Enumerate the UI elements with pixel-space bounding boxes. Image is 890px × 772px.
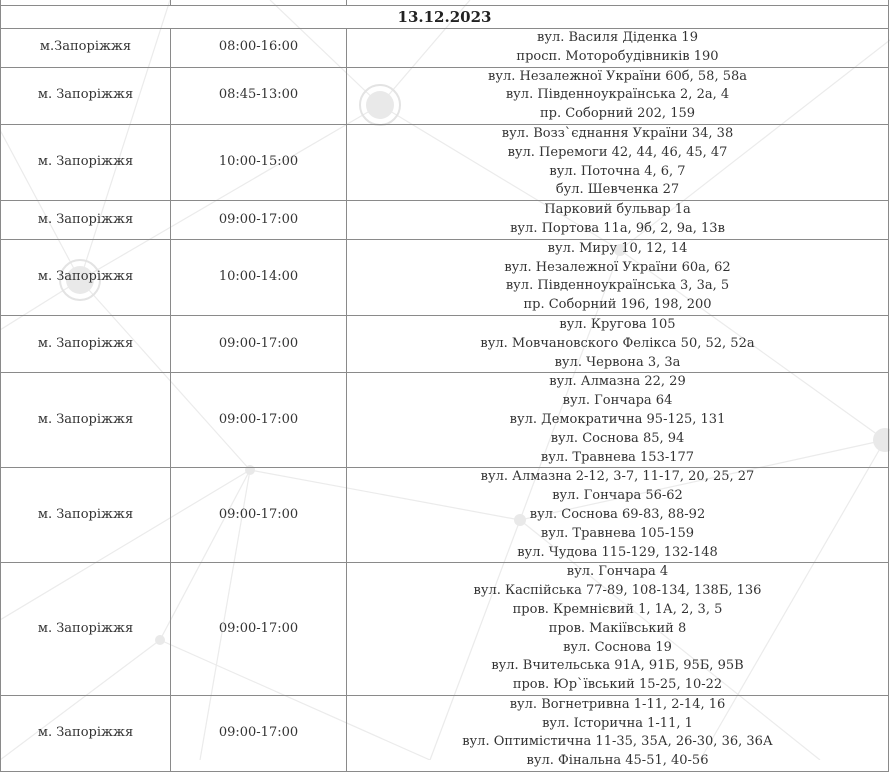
address-line: вул. Історична 1-11, 1 xyxy=(542,715,693,731)
addresses-cell xyxy=(347,315,889,372)
address-line: вул. Мовчановского Фелікса 50, 52, 52а xyxy=(480,335,755,351)
table-row xyxy=(1,695,889,771)
address-line: вул. Гончара 4 xyxy=(566,564,669,580)
address-line: вул. Каспійська 77-89, 108-134, 138Б, 136 xyxy=(473,583,762,599)
address-line: вул. Травнева 153-177 xyxy=(540,449,695,465)
city-cell: м. Запоріжжя xyxy=(1,468,171,563)
city-cell: м. Запоріжжя xyxy=(1,201,171,240)
address-line: вул. Південноукраїнська 2, 2а, 4 xyxy=(505,87,730,103)
time-cell: 09:00-17:00 xyxy=(171,468,347,563)
address-line: вул. Алмазна 22, 29 xyxy=(549,374,686,390)
table-row xyxy=(1,239,889,315)
address-line: пр. Соборний 196, 198, 200 xyxy=(523,297,712,313)
address-line: вул. Соснова 85, 94 xyxy=(550,430,685,446)
address-line: вул. Південноукраїнська 3, 3а, 5 xyxy=(505,278,730,294)
addresses-cell xyxy=(347,373,889,468)
address-line: вул. Поточна 4, 6, 7 xyxy=(549,163,686,179)
address-line: вул. Соснова 19 xyxy=(563,639,672,655)
city-cell: м. Запоріжжя xyxy=(1,563,171,696)
address-line: вул. Соснова 69-83, 88-92 xyxy=(529,506,706,522)
address-line: вул. Вогнетривна 1-11, 2-14, 16 xyxy=(509,696,726,712)
address-line: пр. Соборний 202, 159 xyxy=(539,106,696,122)
addresses-cell xyxy=(347,29,889,68)
address-line: вул. Демократична 95-125, 131 xyxy=(509,411,726,427)
address-line: бул. Шевченка 27 xyxy=(555,182,680,198)
address-line: вул. Возз`єднання України 34, 38 xyxy=(501,125,734,141)
addresses-cell xyxy=(347,67,889,124)
addresses-cell xyxy=(347,563,889,696)
city-cell: м. Запоріжжя xyxy=(1,67,171,124)
addresses-cell xyxy=(347,468,889,563)
date-header: 13.12.2023 xyxy=(1,6,889,29)
address-line: просп. Моторобудівників 190 xyxy=(516,48,719,64)
address-line: вул. Чудова 115-129, 132-148 xyxy=(517,544,718,560)
table-row xyxy=(1,67,889,124)
city-cell: м. Запоріжжя xyxy=(1,124,171,200)
address-line: вул. Кругова 105 xyxy=(559,316,676,332)
address-line: вул. Портова 11а, 9б, 2, 9а, 13в xyxy=(510,220,725,236)
address-line: пров. Макіївський 8 xyxy=(548,620,687,636)
date-header-row xyxy=(1,6,889,29)
address-line: пров. Юр`ївський 15-25, 10-22 xyxy=(512,677,723,693)
address-line: вул. Перемоги 42, 44, 46, 45, 47 xyxy=(507,144,728,160)
table-row xyxy=(1,315,889,372)
address-line: вул. Травнева 105-159 xyxy=(540,525,695,541)
time-cell: 10:00-14:00 xyxy=(171,239,347,315)
city-cell: м.Запоріжжя xyxy=(1,29,171,68)
time-cell: 09:00-17:00 xyxy=(171,315,347,372)
addresses-cell xyxy=(347,695,889,771)
address-line: Парковий бульвар 1а xyxy=(544,202,691,218)
address-line: пров. Кремнієвий 1, 1А, 2, 3, 5 xyxy=(512,601,723,617)
time-cell: 09:00-17:00 xyxy=(171,695,347,771)
time-cell: 10:00-15:00 xyxy=(171,124,347,200)
addresses-cell xyxy=(347,239,889,315)
address-line: вул. Фінальна 45-51, 40-56 xyxy=(526,753,709,769)
city-cell: м. Запоріжжя xyxy=(1,239,171,315)
table-row xyxy=(1,124,889,200)
city-cell: м. Запоріжжя xyxy=(1,373,171,468)
address-line: вул. Незалежної України 60а, 62 xyxy=(504,259,731,275)
city-cell: м. Запоріжжя xyxy=(1,695,171,771)
time-cell: 09:00-17:00 xyxy=(171,201,347,240)
time-cell: 08:45-13:00 xyxy=(171,67,347,124)
time-cell: 09:00-17:00 xyxy=(171,563,347,696)
table-row xyxy=(1,468,889,563)
time-cell: 08:00-16:00 xyxy=(171,29,347,68)
address-line: вул. Гончара 56-62 xyxy=(552,488,683,504)
table-row xyxy=(1,373,889,468)
address-line: вул. Оптимістична 11-35, 35А, 26-30, 36, 36А xyxy=(462,734,773,750)
address-line: вул. Миру 10, 12, 14 xyxy=(547,240,688,256)
table-row xyxy=(1,29,889,68)
table-row xyxy=(1,563,889,696)
addresses-cell xyxy=(347,124,889,200)
address-line: вул. Василя Діденка 19 xyxy=(537,30,698,45)
addresses-cell xyxy=(347,201,889,240)
city-cell: м. Запоріжжя xyxy=(1,315,171,372)
address-line: вул. Гончара 64 xyxy=(562,393,673,409)
table-row xyxy=(1,201,889,240)
time-cell: 09:00-17:00 xyxy=(171,373,347,468)
address-line: вул. Незалежної України 60б, 58, 58а xyxy=(488,68,747,84)
address-line: вул. Червона 3, 3а xyxy=(554,354,681,370)
address-line: вул. Алмазна 2-12, 3-7, 11-17, 20, 25, 27 xyxy=(480,469,755,485)
address-line: вул. Вчительська 91А, 91Б, 95Б, 95В xyxy=(491,658,744,674)
